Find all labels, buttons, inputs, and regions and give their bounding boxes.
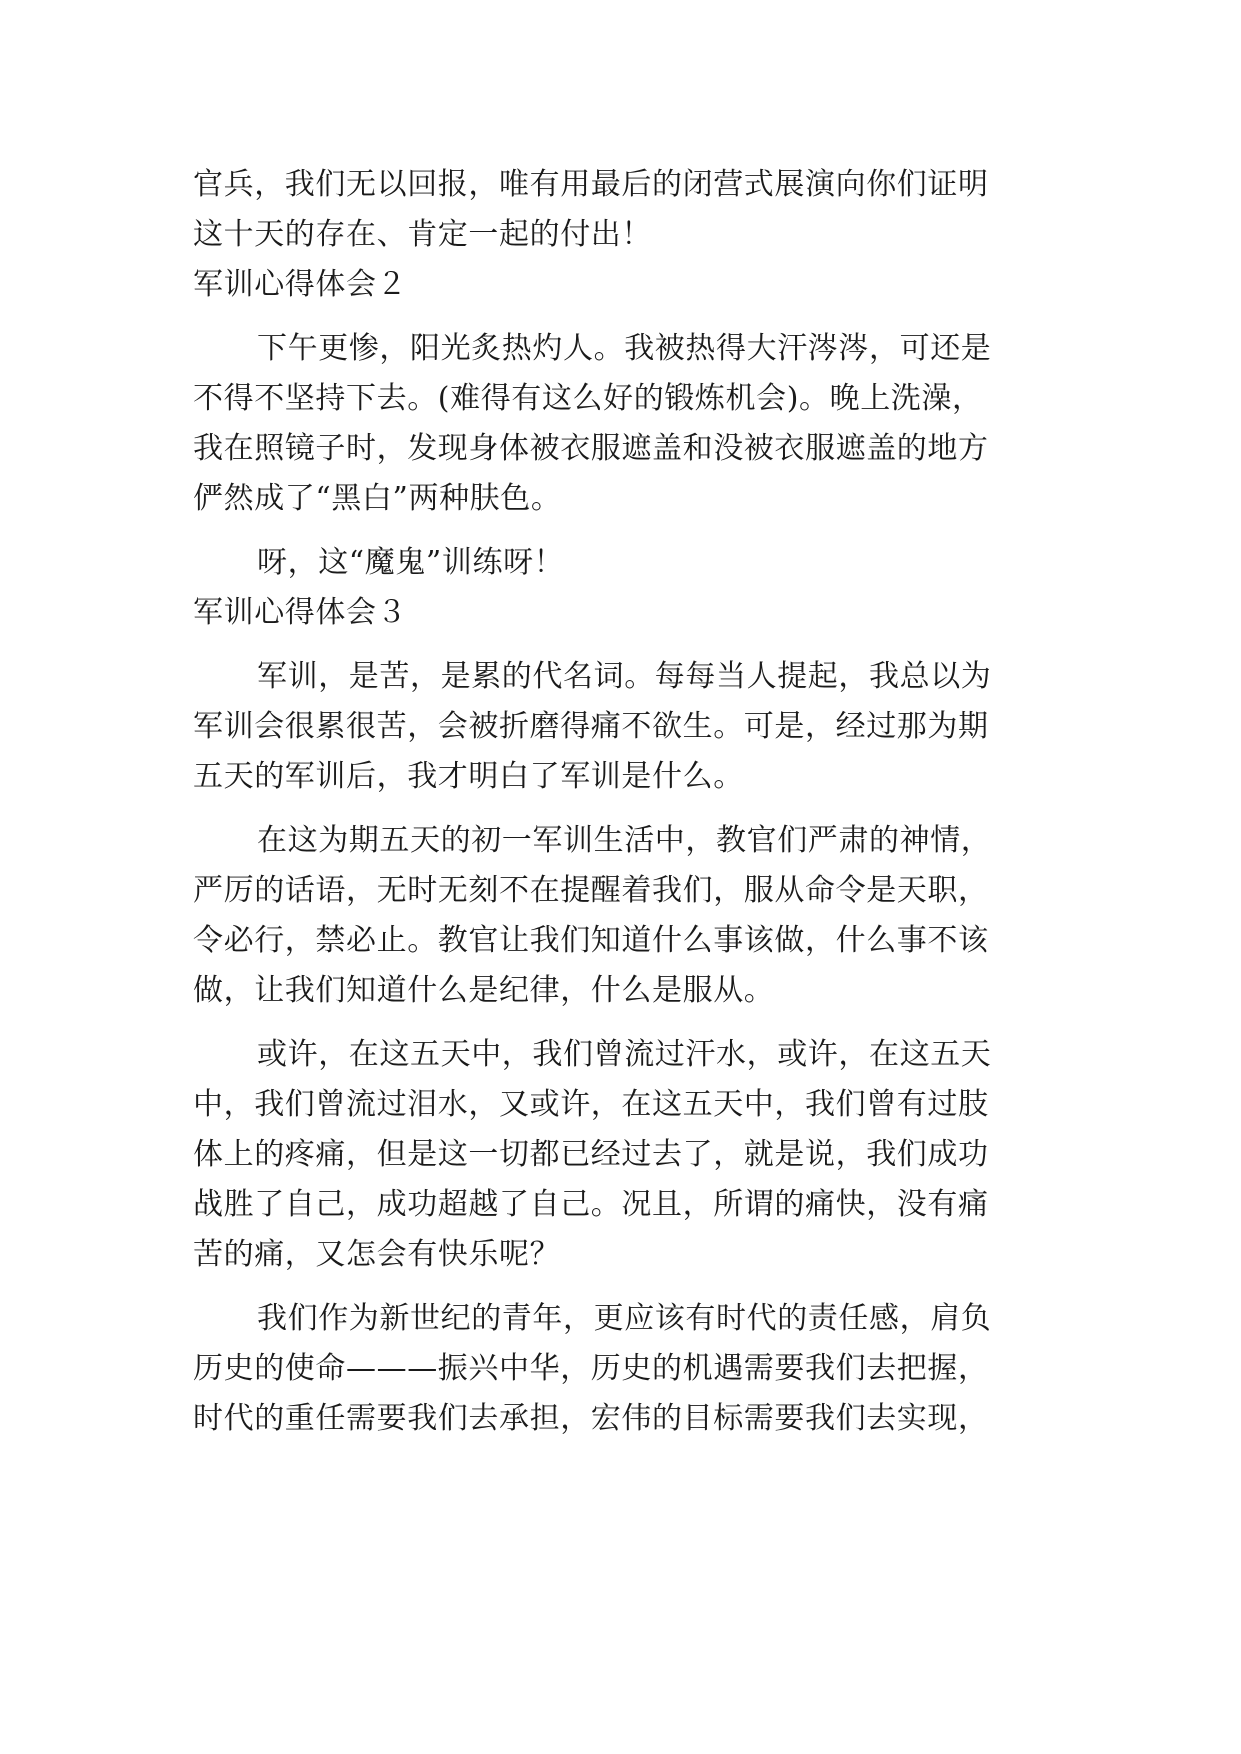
paragraph: [193, 652, 1055, 802]
text-line: 五天的军训后，我才明白了军训是什么。: [193, 759, 744, 794]
text-line: 呀，这“魔鬼”训练呀！: [257, 545, 565, 580]
text-line: 俨然成了“黑白”两种肤色。: [193, 481, 562, 516]
text-line: 令必行，禁必止。教官让我们知道什么事该做，什么事不该: [193, 923, 989, 958]
text-line: 不得不坚持下去。(难得有这么好的锻炼机会)。晚上洗澡，: [193, 381, 983, 416]
text-line: 历史的使命———振兴中华，历史的机遇需要我们去把握，: [193, 1351, 989, 1386]
text-line: 时代的重任需要我们去承担，宏伟的目标需要我们去实现，: [193, 1401, 989, 1436]
text-line: 体上的疼痛，但是这一切都已经过去了，就是说，我们成功: [193, 1137, 989, 1172]
paragraph-continued: [193, 160, 1055, 260]
text-line: 苦的痛，又怎会有快乐呢？: [193, 1237, 561, 1272]
section-heading: 军训心得体会３: [193, 595, 408, 630]
text-line: 严厉的话语，无时无刻不在提醒着我们，服从命令是天职，: [193, 873, 989, 908]
text-line: 我们作为新世纪的青年，更应该有时代的责任感，肩负: [257, 1301, 992, 1336]
text-line: 战胜了自己，成功超越了自己。况且，所谓的痛快，没有痛: [193, 1187, 989, 1222]
paragraph: [193, 538, 1055, 588]
text-line: 中，我们曾流过泪水，又或许，在这五天中，我们曾有过肢: [193, 1087, 989, 1122]
paragraph: [193, 1030, 1055, 1280]
text-line: 做，让我们知道什么是纪律，什么是服从。: [193, 973, 775, 1008]
text-line: 军训，是苦，是累的代名词。每每当人提起，我总以为: [257, 659, 992, 694]
text-line: 下午更惨，阳光炙热灼人。我被热得大汗涔涔，可还是: [257, 331, 992, 366]
document-body: [193, 160, 1055, 1444]
paragraph: [193, 1294, 1055, 1444]
text-line: 我在照镜子时，发现身体被衣服遮盖和没被衣服遮盖的地方: [193, 431, 989, 466]
section-heading: 军训心得体会２: [193, 267, 408, 302]
text-line: 或许，在这五天中，我们曾流过汗水，或许，在这五天: [257, 1037, 992, 1072]
text-line: 这十天的存在、肯定一起的付出！: [193, 217, 652, 252]
paragraph: [193, 324, 1055, 524]
text-line: 在这为期五天的初一军训生活中，教官们严肃的神情，: [257, 823, 992, 858]
text-line: 官兵，我们无以回报，唯有用最后的闭营式展演向你们证明: [193, 167, 989, 202]
text-line: 军训会很累很苦，会被折磨得痛不欲生。可是，经过那为期: [193, 709, 989, 744]
paragraph: [193, 816, 1055, 1016]
